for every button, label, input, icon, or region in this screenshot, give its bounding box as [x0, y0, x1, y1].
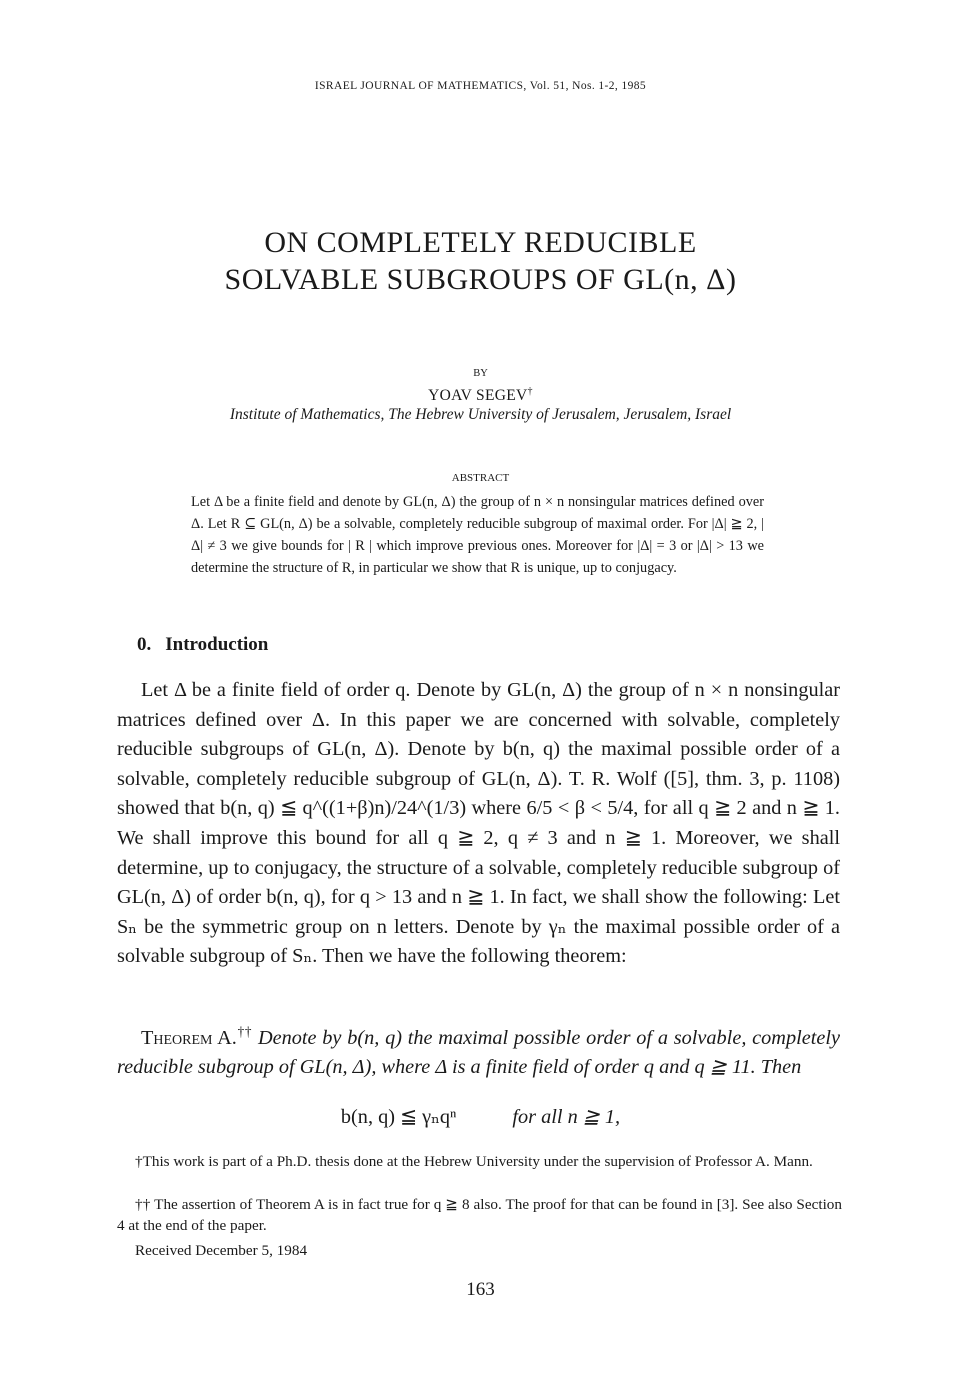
title-line-1: ON COMPLETELY REDUCIBLE: [264, 226, 697, 259]
intro-paragraph: Let Δ be a finite field of order q. Denote by GL(n, Δ) the group of n × n nonsingular matrices defined over Δ. In this paper we are concerned with solvable, completely reducible subgroups of GL(n, Δ). Denote by b(n, q) the maximal possible order of a solvable, completely reducible subgroup of GL(n, Δ). T. R. Wolf ([5], thm. 3, p. 1108) showed that b(n, q) ≦ q^((1+β)n)/24^(1/3) where 6/5 < β < 5/4, for all q ≧ 2 and n ≧ 1. We shall improve this bound for all q ≧ 2, q ≠ 3 and n ≧ 1. Moreover, we shall determine, up to conjugacy, the structure of a solvable, completely reducible subgroup of GL(n, Δ) of order b(n, q), for q > 13 and n ≧ 1. In fact, we shall show the following: Let Sₙ be the symmetric group on n letters. Denote by γₙ the maximal possible order of a solvable subgroup of Sₙ. Then we have the following theorem:: [117, 679, 840, 968]
author-affiliation: Institute of Mathematics, The Hebrew University of Jerusalem, Jerusalem, Israel: [229, 406, 732, 423]
theorem-a: [117, 1017, 840, 1083]
abstract-text: Let Δ be a finite field and denote by GL(n, Δ) the group of n × n nonsingular matrices defined over Δ. Let R ⊆ GL(n, Δ) be a solvable, completely reducible subgroup of maximal order. For |Δ| ≧ 2, |Δ| ≠ 3 we give bounds for | R | which improve previous ones. Moreover for |Δ| = 3 or |Δ| > 13 we determine the structure of R, in particular we show that R is unique, up to conjugacy.: [191, 494, 764, 576]
paper-title: [0, 224, 961, 298]
title-line-2: SOLVABLE SUBGROUPS OF GL(n, Δ): [224, 263, 737, 296]
received-date: Received December 5, 1984: [135, 1242, 308, 1259]
display-condition: for all n ≧ 1,: [512, 1106, 621, 1128]
display-equation: [0, 1104, 961, 1129]
section-title: Introduction: [165, 634, 269, 655]
theorem-statement: Denote by b(n, q) the maximal possible order of a solvable, completely reducible subgroup of GL(n, Δ), where Δ is a finite field of order q and q ≧ 11. Then: [117, 1026, 840, 1079]
by-label: BY: [473, 368, 488, 379]
page-number: 163: [466, 1279, 495, 1300]
display-formula: b(n, q) ≦ γₙqⁿ: [340, 1106, 457, 1128]
abstract-heading: ABSTRACT: [451, 472, 510, 484]
footnote-1: †This work is part of a Ph.D. thesis done at the Hebrew University under the supervision of Professor A. Mann.: [135, 1153, 813, 1170]
section-number: 0.: [137, 634, 152, 655]
running-head: ISRAEL JOURNAL OF MATHEMATICS, Vol. 51, Nos. 1-2, 1985: [314, 80, 647, 92]
section-heading: [137, 634, 282, 656]
author-name: [0, 386, 961, 405]
footnote-2: †† The assertion of Theorem A is in fact true for q ≧ 8 also. The proof for that can be found in [3]. See also Section 4 at the end of the paper.: [117, 1196, 842, 1234]
theorem-label: Theorem A.: [141, 1026, 237, 1049]
author-footnote-mark: †: [527, 386, 533, 397]
theorem-footnote-mark: ††: [236, 1024, 253, 1039]
author-text: YOAV SEGEV: [428, 387, 528, 405]
